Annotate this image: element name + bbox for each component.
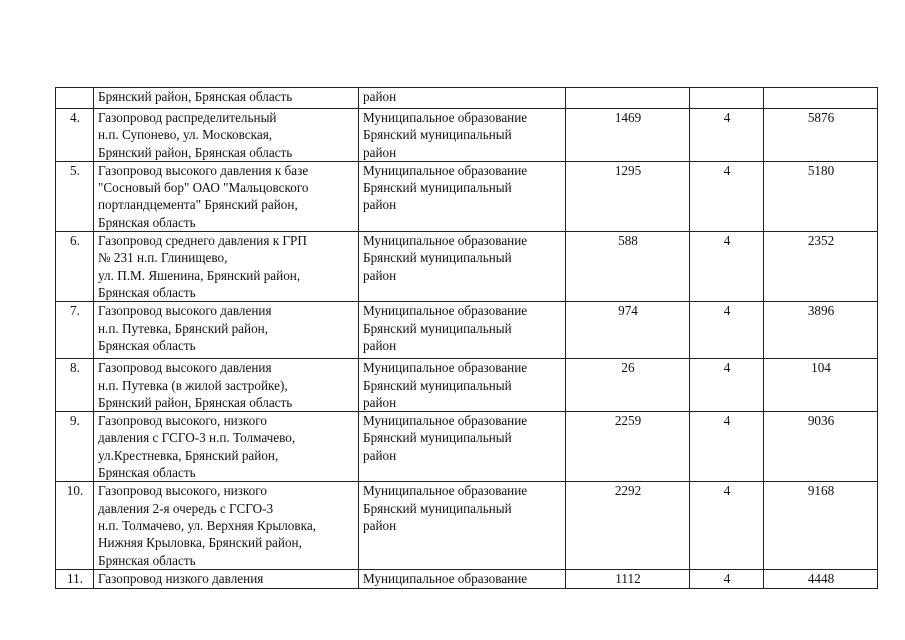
owner-name bbox=[359, 412, 566, 482]
row-number: 9. bbox=[56, 412, 94, 482]
row-number: 5. bbox=[56, 161, 94, 231]
table-row bbox=[56, 412, 878, 482]
pipeline-diameter: 4 bbox=[690, 359, 764, 412]
pipeline-length: 1112 bbox=[566, 570, 690, 589]
owner-name-line: район bbox=[363, 447, 397, 463]
pipeline-length: 26 bbox=[566, 359, 690, 412]
pipeline-name-line: портландцемента" Брянский район, bbox=[98, 197, 298, 213]
pipeline-name-line: № 231 н.п. Глинищево, bbox=[98, 250, 228, 266]
pipeline-length bbox=[566, 88, 690, 109]
pipeline-diameter: 4 bbox=[690, 161, 764, 231]
pipeline-name bbox=[94, 412, 359, 482]
owner-name-line: район bbox=[363, 144, 397, 160]
owner-name-line: Муниципальное образование bbox=[363, 233, 528, 249]
owner-name-line: Брянский муниципальный bbox=[363, 180, 512, 196]
table-row bbox=[56, 88, 878, 109]
owner-name-line: район bbox=[363, 197, 397, 213]
owner-name-line: Муниципальное образование bbox=[363, 303, 528, 319]
total-value: 4448 bbox=[764, 570, 878, 589]
pipeline-diameter: 4 bbox=[690, 109, 764, 162]
pipeline-name-line: Брянская область bbox=[98, 337, 196, 353]
owner-name-line: Брянский муниципальный bbox=[363, 430, 512, 446]
total-value: 3896 bbox=[764, 302, 878, 359]
row-number: 10. bbox=[56, 482, 94, 570]
pipeline-name-line: Брянский район, Брянская область bbox=[98, 89, 293, 104]
pipeline-name-line: н.п. Путевка (в жилой застройке), bbox=[98, 377, 288, 393]
pipeline-name-line: Газопровод высокого давления к базе bbox=[98, 162, 309, 178]
owner-name-line: Брянский муниципальный bbox=[363, 377, 512, 393]
owner-name bbox=[359, 232, 566, 302]
pipeline-diameter: 4 bbox=[690, 302, 764, 359]
owner-name-line: район bbox=[363, 394, 397, 410]
pipeline-name-line: Брянская область bbox=[98, 214, 196, 230]
row-number: 11. bbox=[56, 570, 94, 589]
owner-name-line: район bbox=[363, 517, 397, 533]
pipeline-name-line: н.п. Супонево, ул. Московская, bbox=[98, 127, 273, 143]
owner-name-line: Муниципальное образование bbox=[363, 360, 528, 376]
pipeline-name bbox=[94, 232, 359, 302]
owner-name-line: Брянский муниципальный bbox=[363, 127, 512, 143]
pipeline-name-line: Газопровод высокого, низкого bbox=[98, 413, 267, 429]
pipeline-name-line: Газопровод среднего давления к ГРП bbox=[98, 233, 307, 249]
owner-name bbox=[359, 161, 566, 231]
pipeline-name-line: Газопровод высокого, низкого bbox=[98, 483, 267, 499]
row-number: 8. bbox=[56, 359, 94, 412]
table-row bbox=[56, 359, 878, 412]
pipeline-name bbox=[94, 88, 359, 109]
pipeline-name-line: Газопровод распределительный bbox=[98, 110, 277, 125]
owner-name bbox=[359, 302, 566, 359]
pipeline-length: 2292 bbox=[566, 482, 690, 570]
pipeline-length: 588 bbox=[566, 232, 690, 302]
pipeline-name bbox=[94, 482, 359, 570]
pipeline-name-line: давления 2-я очередь с ГСГО-3 bbox=[98, 500, 274, 516]
owner-name-line: Муниципальное образование bbox=[363, 571, 528, 587]
pipeline-diameter: 4 bbox=[690, 412, 764, 482]
gas-pipeline-table bbox=[55, 87, 878, 589]
pipeline-name bbox=[94, 161, 359, 231]
pipeline-diameter bbox=[690, 88, 764, 109]
table-row bbox=[56, 161, 878, 231]
owner-name bbox=[359, 570, 566, 589]
table-row bbox=[56, 482, 878, 570]
pipeline-name bbox=[94, 302, 359, 359]
pipeline-diameter: 4 bbox=[690, 570, 764, 589]
owner-name-line: Муниципальное образование bbox=[363, 110, 528, 125]
pipeline-diameter: 4 bbox=[690, 232, 764, 302]
owner-name-line: район bbox=[363, 337, 397, 353]
table-row bbox=[56, 302, 878, 359]
pipeline-name-line: Брянский район, Брянская область bbox=[98, 394, 293, 410]
total-value: 5180 bbox=[764, 161, 878, 231]
row-number: 6. bbox=[56, 232, 94, 302]
row-number: 4. bbox=[56, 109, 94, 162]
pipeline-name-line: Брянская область bbox=[98, 465, 196, 481]
pipeline-name-line: Брянский район, Брянская область bbox=[98, 144, 293, 160]
owner-name-line: Брянский муниципальный bbox=[363, 250, 512, 266]
table-row bbox=[56, 570, 878, 589]
row-number bbox=[56, 88, 94, 109]
owner-name-line: район bbox=[363, 267, 397, 283]
total-value: 9036 bbox=[764, 412, 878, 482]
owner-name-line: Муниципальное образование bbox=[363, 162, 528, 178]
pipeline-length: 2259 bbox=[566, 412, 690, 482]
owner-name-line: район bbox=[363, 89, 397, 104]
pipeline-name-line: н.п. Путевка, Брянский район, bbox=[98, 320, 269, 336]
owner-name bbox=[359, 359, 566, 412]
pipeline-name-line: Брянская область bbox=[98, 284, 196, 300]
pipeline-name bbox=[94, 109, 359, 162]
table-row bbox=[56, 232, 878, 302]
pipeline-name-line: Газопровод высокого давления bbox=[98, 360, 272, 376]
pipeline-name bbox=[94, 359, 359, 412]
pipeline-name-line: ул. П.М. Яшенина, Брянский район, bbox=[98, 267, 301, 283]
owner-name-line: Муниципальное образование bbox=[363, 483, 528, 499]
total-value: 2352 bbox=[764, 232, 878, 302]
owner-name bbox=[359, 88, 566, 109]
pipeline-length: 974 bbox=[566, 302, 690, 359]
pipeline-name-line: Брянская область bbox=[98, 552, 196, 568]
pipeline-diameter: 4 bbox=[690, 482, 764, 570]
owner-name-line: Брянский муниципальный bbox=[363, 320, 512, 336]
total-value bbox=[764, 88, 878, 109]
table-row bbox=[56, 109, 878, 162]
pipeline-name-line: ул.Крестневка, Брянский район, bbox=[98, 447, 279, 463]
pipeline-name-line: н.п. Толмачево, ул. Верхняя Крыловка, bbox=[98, 517, 316, 533]
total-value: 5876 bbox=[764, 109, 878, 162]
pipeline-length: 1295 bbox=[566, 161, 690, 231]
total-value: 9168 bbox=[764, 482, 878, 570]
pipeline-name-line: "Сосновый бор" ОАО "Мальцовского bbox=[98, 180, 309, 196]
pipeline-name-line: Газопровод низкого давления bbox=[98, 571, 264, 587]
pipeline-name bbox=[94, 570, 359, 589]
owner-name-line: Брянский муниципальный bbox=[363, 500, 512, 516]
owner-name-line: Муниципальное образование bbox=[363, 413, 528, 429]
total-value: 104 bbox=[764, 359, 878, 412]
owner-name bbox=[359, 482, 566, 570]
pipeline-length: 1469 bbox=[566, 109, 690, 162]
pipeline-name-line: Нижняя Крыловка, Брянский район, bbox=[98, 535, 302, 551]
owner-name bbox=[359, 109, 566, 162]
pipeline-name-line: давления с ГСГО-3 н.п. Толмачево, bbox=[98, 430, 296, 446]
pipeline-name-line: Газопровод высокого давления bbox=[98, 303, 272, 319]
row-number: 7. bbox=[56, 302, 94, 359]
